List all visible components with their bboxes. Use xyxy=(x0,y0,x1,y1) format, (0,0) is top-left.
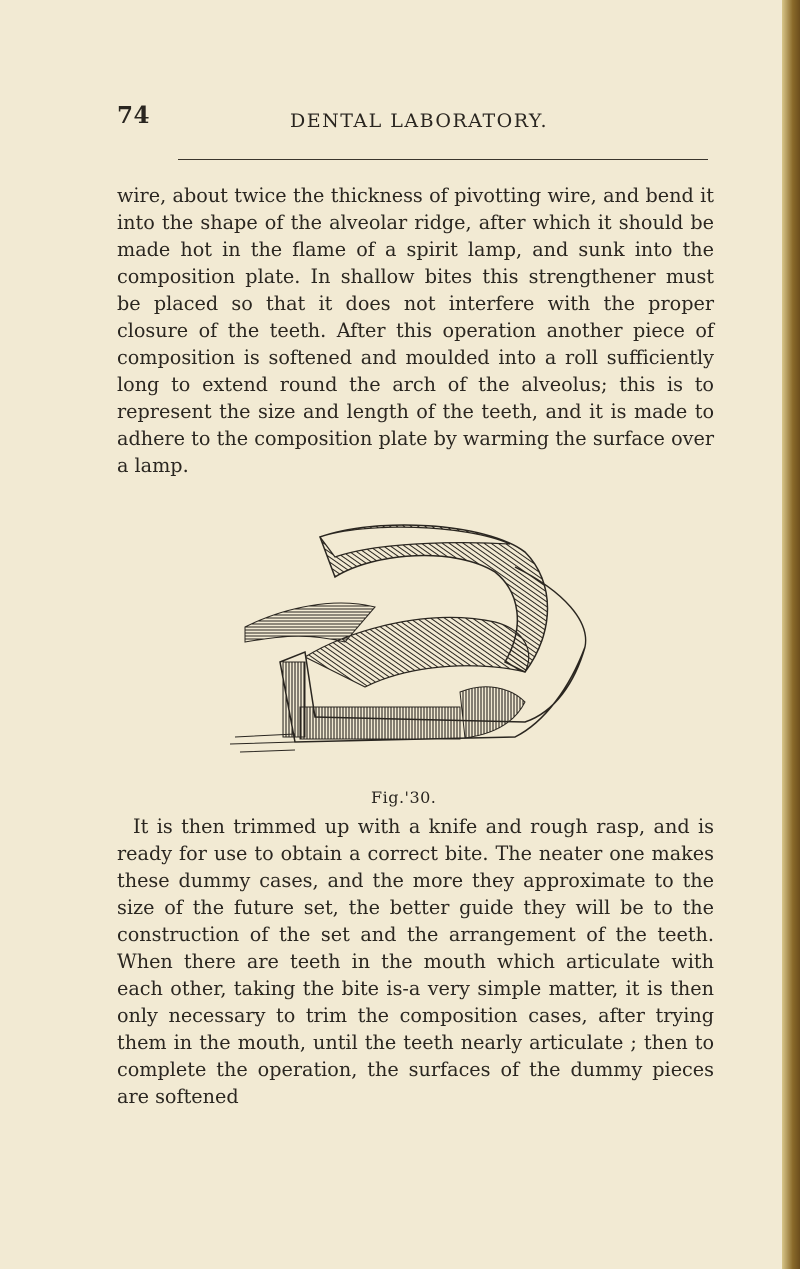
figure-caption: Fig.'30. xyxy=(371,788,437,807)
running-title: DENTAL LABORATORY. xyxy=(290,110,549,132)
paragraph-2: It is then trimmed up with a knife and rough rasp, and is ready for use to obtain a correct bite. The neater one makes these dummy cases, and the more they approximate to the size of the future set, the better guide they will be to the construction of the set and the arrangement of the teeth. When there are teeth in the mouth which articulate with each other, taking the bite is-a very simple matter, it is then only necessary to trim the composition cases, after trying them in the mouth, until the teeth nearly articulate ; then to complete the operation, the surfaces of the dummy pieces are softened xyxy=(117,815,714,1108)
page-edge-shadow xyxy=(782,0,800,1269)
paragraph-1: wire, about twice the thickness of pivotting wire, and bend it into the shape of the alveolar ridge, after which it should be made hot in the flame of a spirit lamp, and sunk into the composition plate. In shallow bites this strengthener must be placed so that it does not interfere with the proper closure of the teeth. After this operation another piece of composition is softened and moulded into a roll sufficiently long to extend round the arch of the alveolus; this is to represent the size and length of the teeth, and it is made to adhere to the composition plate by warming the surface over a lamp. xyxy=(117,184,714,477)
dental-impression-illustration xyxy=(225,512,595,777)
figure-illustration xyxy=(225,512,595,777)
page-number: 74 xyxy=(117,102,151,129)
page-header xyxy=(117,100,717,140)
header-rule xyxy=(178,159,708,160)
